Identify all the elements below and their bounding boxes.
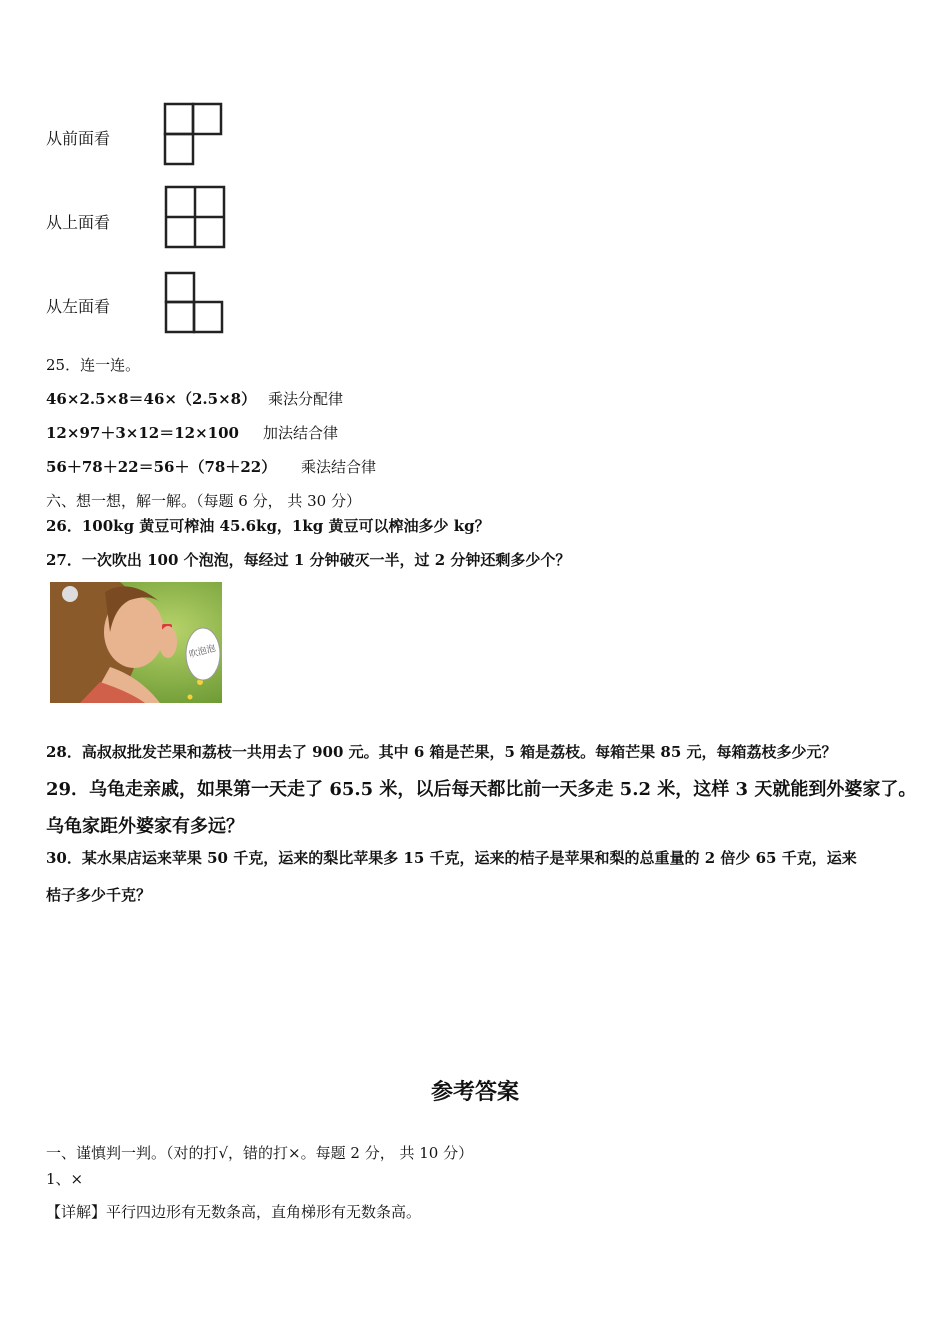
question-29-line-2: 乌龟家距外婆家有多远？ bbox=[46, 816, 244, 837]
answer-1-detail: 【详解】平行四边形有无数条高，直角梯形有无数条高。 bbox=[46, 1203, 422, 1221]
view-label-front: 从前面看 bbox=[46, 129, 111, 148]
answer-1: 1、× bbox=[46, 1170, 84, 1188]
answers-title: 参考答案 bbox=[430, 1079, 519, 1105]
q25-expr-1: 46×2.5×8＝46×（2.5×8） bbox=[46, 390, 257, 408]
question-27: 27．一次吹出 100 个泡泡，每经过 1 分钟破灭一半，过 2 分钟还剩多少个？ bbox=[46, 551, 571, 569]
bubble-text: 吹泡泡 bbox=[188, 643, 217, 661]
girl-blowing-bubbles-photo bbox=[50, 582, 222, 703]
q25-expr-2: 12×97＋3×12＝12×100 bbox=[46, 424, 239, 442]
question-26: 26．100kg 黄豆可榨油 45.6kg，1kg 黄豆可以榨油多少 kg？ bbox=[46, 517, 490, 535]
q25-rule-2: 加法结合律 bbox=[263, 424, 339, 442]
question-29-line-1: 29．乌龟走亲戚，如果第一天走了 65.5 米，以后每天都比前一天多走 5.2 米，这样 3 天就能到外婆家了。 bbox=[46, 779, 917, 800]
q25-rule-3: 乘法结合律 bbox=[301, 458, 377, 476]
left-view-square bbox=[166, 273, 194, 302]
q25-title: 25．连一连。 bbox=[46, 356, 141, 374]
section-6-heading: 六、想一想，解一解。（每题 6 分， 共 30 分） bbox=[46, 492, 361, 510]
front-view-figure bbox=[163, 102, 225, 167]
answers-section-1: 一、谨慎判一判。（对的打√，错的打×。每题 2 分， 共 10 分） bbox=[46, 1144, 474, 1162]
front-view-square bbox=[193, 104, 221, 134]
front-view-square bbox=[165, 104, 193, 134]
view-label-top: 从上面看 bbox=[46, 213, 111, 232]
view-label-left: 从左面看 bbox=[46, 297, 111, 316]
left-view-square bbox=[194, 302, 222, 332]
top-view-figure bbox=[164, 185, 228, 251]
question-30-line-1: 30．某水果店运来苹果 50 千克，运来的梨比苹果多 15 千克，运来的桔子是苹果和梨的总重量的 2 倍少 65 千克，运来 bbox=[46, 849, 857, 867]
front-view-square bbox=[165, 134, 193, 164]
question-30-line-2: 桔子多少千克？ bbox=[46, 886, 152, 904]
left-view-square bbox=[166, 302, 194, 332]
q25-rule-1: 乘法分配律 bbox=[268, 390, 344, 408]
q25-expr-3: 56＋78＋22＝56＋（78＋22） bbox=[46, 458, 277, 476]
question-28: 28．高叔叔批发芒果和荔枝一共用去了 900 元。其中 6 箱是芒果，5 箱是荔枝。每箱芒果 85 元，每箱荔枝多少元？ bbox=[46, 743, 837, 761]
left-view-figure bbox=[164, 271, 226, 335]
